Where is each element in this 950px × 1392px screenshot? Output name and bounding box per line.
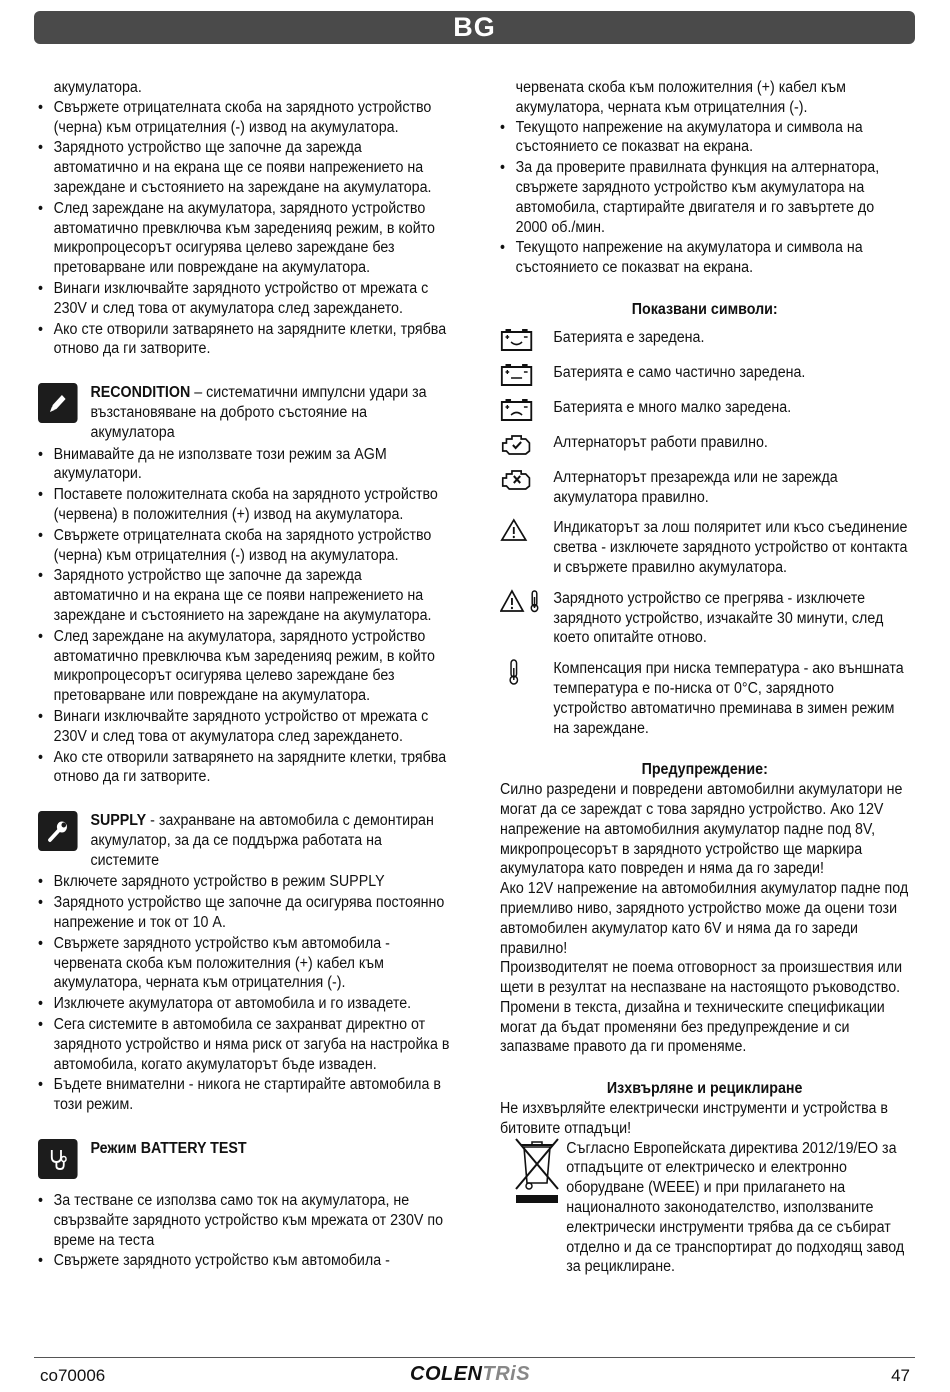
continuation-text: червената скоба към положителния (+) кабел към акумулатора, черната към отрицателния (-).	[515, 79, 846, 116]
recondition-description: RECONDITION – систематични импулсни удари за възстановяване на доброто състояние на акумулатора	[90, 384, 427, 441]
symbol-description: Батерията е много малко заредена.	[553, 398, 792, 416]
warning-text	[500, 780, 909, 1057]
list-item: • Сега системите в автомобила се захранват директно от зарядното устройство и няма риск от загуба на настройка в автомобила, когато акумулаторът бъде изваден.	[38, 1015, 450, 1074]
product-code: co70006	[40, 1366, 106, 1385]
disposal-warning: Не изхвърляйте електрически инструменти и устройства в битовите отпадъци!	[500, 1100, 888, 1137]
alternator-fault-icon	[500, 468, 553, 492]
right-column	[500, 78, 909, 1277]
warning-triangle-icon	[500, 518, 553, 542]
symbol-description: Алтернаторът работи правилно.	[553, 433, 768, 451]
bullet-list-d	[38, 1191, 450, 1271]
symbol-row	[500, 589, 909, 648]
symbol-description: Батерията е само частично заредена.	[553, 363, 806, 381]
pen-icon	[38, 383, 78, 423]
intro-fragment: акумулатора.	[53, 79, 142, 96]
alternator-ok-icon	[500, 433, 553, 457]
symbols-list	[500, 328, 909, 739]
disposal-paragraph: Съгласно Европейската директива 2012/19/ЕО за отпадъците от електрическо и електронно оборудване (WEEE) и при прилагането на националното законодателство, използваните електрически инструменти трябва да се събират отделно и да се транспортират до подходящ завод за рециклиране.	[566, 1139, 905, 1276]
warning-paragraph: Производителят не поема отговорност за произшествия или щети в резултат на неспазване на настоящото ръководство.	[500, 959, 903, 997]
symbol-row	[500, 518, 909, 577]
warning-paragraph: Промени в текста, дизайна и техническите спецификации могат да бъдат променяни без предупреждение и си запазваме правото да ги променяме.	[500, 998, 885, 1056]
list-item: • Свържете зарядното устройство към автомобила - червената скоба към положителния (+) кабел към акумулатора, черната към отрицателния (-).	[38, 934, 450, 993]
list-item: • Свържете отрицателната скоба на зарядното устройство (черна) към отрицателния (-) извод на акумулатора.	[38, 98, 450, 138]
disposal-title: Изхвърляне и рециклиране	[606, 1080, 803, 1098]
list-item: • Винаги изключвайте зарядното устройство от мрежата с 230V и след това от акумулатора след зареждането.	[38, 279, 450, 319]
symbols-title: Показвани символи:	[631, 300, 778, 318]
list-item: • Зарядното устройство ще започне да зарежда автоматично и на екрана ще се появи напрежението на зареждане и състоянието на зареждане на акумулатора.	[38, 138, 450, 197]
list-item: • Текущото напрежение на акумулатора и символа на състоянието се показват на екрана.	[500, 118, 909, 158]
list-item: • Зарядното устройство ще започне да осигурява постоянно напрежение и ток от 10 А.	[38, 893, 450, 933]
list-item: • Поставете положителната скоба на зарядното устройство (червена) в положителния (+) извод на акумулатора.	[38, 485, 450, 525]
symbol-row	[500, 433, 909, 457]
list-item: • След зареждане на акумулатора, зарядното устройство автоматично превключва към зареденияq режим, в който микропроцесорът осигурява целево зареждане без претоварване или повреждане на акумулатора.	[38, 199, 450, 278]
symbol-row	[500, 363, 909, 387]
list-item: • След зареждане на акумулатора, зарядното устройство автоматично превключва към зареденияq режим, в който микропроцесорът осигурява целево зареждане без претоварване или повреждане на акумулатора.	[38, 627, 450, 706]
warning-paragraph: Ако 12V напрежение на автомобилния акумулатор падне под приемливо ниво, зарядното устройство може да оцени този автомобилен акумулатор като 6V и няма да го зареди правилно!	[500, 880, 909, 957]
symbol-row	[500, 659, 909, 738]
list-item: • Текущото напрежение на акумулатора и символа на състоянието се показват на екрана.	[500, 238, 909, 278]
symbol-row	[500, 398, 909, 422]
thermometer-icon	[500, 659, 553, 685]
list-item: • За тестване се използва само ток на акумулатора, не свързвайте зарядното устройство към мрежата от 230V по време на теста	[38, 1191, 450, 1250]
recondition-heading	[38, 383, 450, 442]
bullet-list-right	[500, 118, 909, 278]
list-item: • Ако сте отворили затварянето на зарядните клетки, трябва отново да ги затворите.	[38, 320, 450, 360]
bullet-list-b	[38, 445, 450, 788]
symbol-description: Индикаторът за лош поляритет или късо съединение светва - изключете зарядното устройство от контакта и свържете правилно акумулатора.	[553, 519, 908, 576]
warning-title: Предупреждение:	[641, 761, 768, 779]
list-item: • Зарядното устройство ще започне да зарежда автоматично и на екрана ще се появи напрежението на зареждане и състоянието на зареждане на акумулатора.	[38, 566, 450, 625]
battery-test-heading	[38, 1139, 450, 1179]
language-header: BG	[34, 11, 915, 44]
left-column	[38, 78, 450, 1272]
battery-test-title: Режим BATTERY TEST	[90, 1140, 247, 1158]
list-item: • Бъдете внимателни - никога не стартирайте автомобила в този режим.	[38, 1075, 450, 1115]
list-item: • Винаги изключвайте зарядното устройство от мрежата с 230V и след това от акумулатора след зареждането.	[38, 707, 450, 747]
supply-description: SUPPLY - захранване на автомобила с демонтиран акумулатор, за да се поддържа работата на системите	[90, 812, 434, 869]
symbol-description: Зарядното устройство се прегрява - изключете зарядното устройство, изчакайте 30 минути, след което опитайте отново.	[553, 589, 884, 647]
battery-partial-icon	[500, 363, 553, 387]
list-item: • За да проверите правилната функция на алтернатора, свържете зарядното устройство към акумулатора на автомобила, стартирайте двигателя и го завъртете до 2000 об./мин.	[500, 158, 909, 237]
bullet-list-a	[38, 98, 450, 359]
stethoscope-icon	[38, 1139, 78, 1179]
battery-full-icon	[500, 328, 553, 352]
overheat-icon	[500, 589, 553, 613]
list-item: • Изключете акумулатора от автомобила и го извадете.	[38, 994, 450, 1014]
battery-low-icon	[500, 398, 553, 422]
symbol-description: Компенсация при ниска температура - ако външната температура е по-ниска от 0°C, зарядното устройство автоматично преминава в зимен режим на зареждане.	[553, 660, 904, 737]
symbol-description: Батерията е заредена.	[553, 328, 705, 346]
crossed-bin-icon	[510, 1133, 564, 1210]
symbol-description: Алтернаторът презарежда или не зарежда акумулатора правилно.	[553, 468, 838, 506]
list-item: • Внимавайте да не използвате този режим за AGM акумулатори.	[38, 445, 450, 485]
list-item: • Включете зарядното устройство в режим SUPPLY	[38, 872, 450, 892]
list-item: • Свържете зарядното устройство към автомобила -	[38, 1251, 450, 1271]
bullet-list-c	[38, 872, 450, 1115]
list-item: • Свържете отрицателната скоба на зарядното устройство (черна) към отрицателния (-) извод на акумулатора.	[38, 526, 450, 566]
list-item: • Ако сте отворили затварянето на зарядните клетки, трябва отново да ги затворите.	[38, 748, 450, 788]
footer-divider	[34, 1357, 915, 1358]
wrench-icon	[38, 811, 78, 851]
symbol-row	[500, 328, 909, 352]
supply-heading	[38, 811, 450, 870]
warning-paragraph: Силно разредени и повредени автомобилни акумулатори не могат да се зареждат с това зарядно устройство. Ако 12V напрежение на автомобилния акумулатор падне под 8V, микропроцесорът в зарядното устройство ще маркира акумулатора като повреден и няма да го зареди!	[500, 781, 903, 878]
symbol-row	[500, 468, 909, 508]
page-number: 47	[891, 1366, 910, 1385]
brand-logo: COLENTRiS	[410, 1363, 531, 1385]
